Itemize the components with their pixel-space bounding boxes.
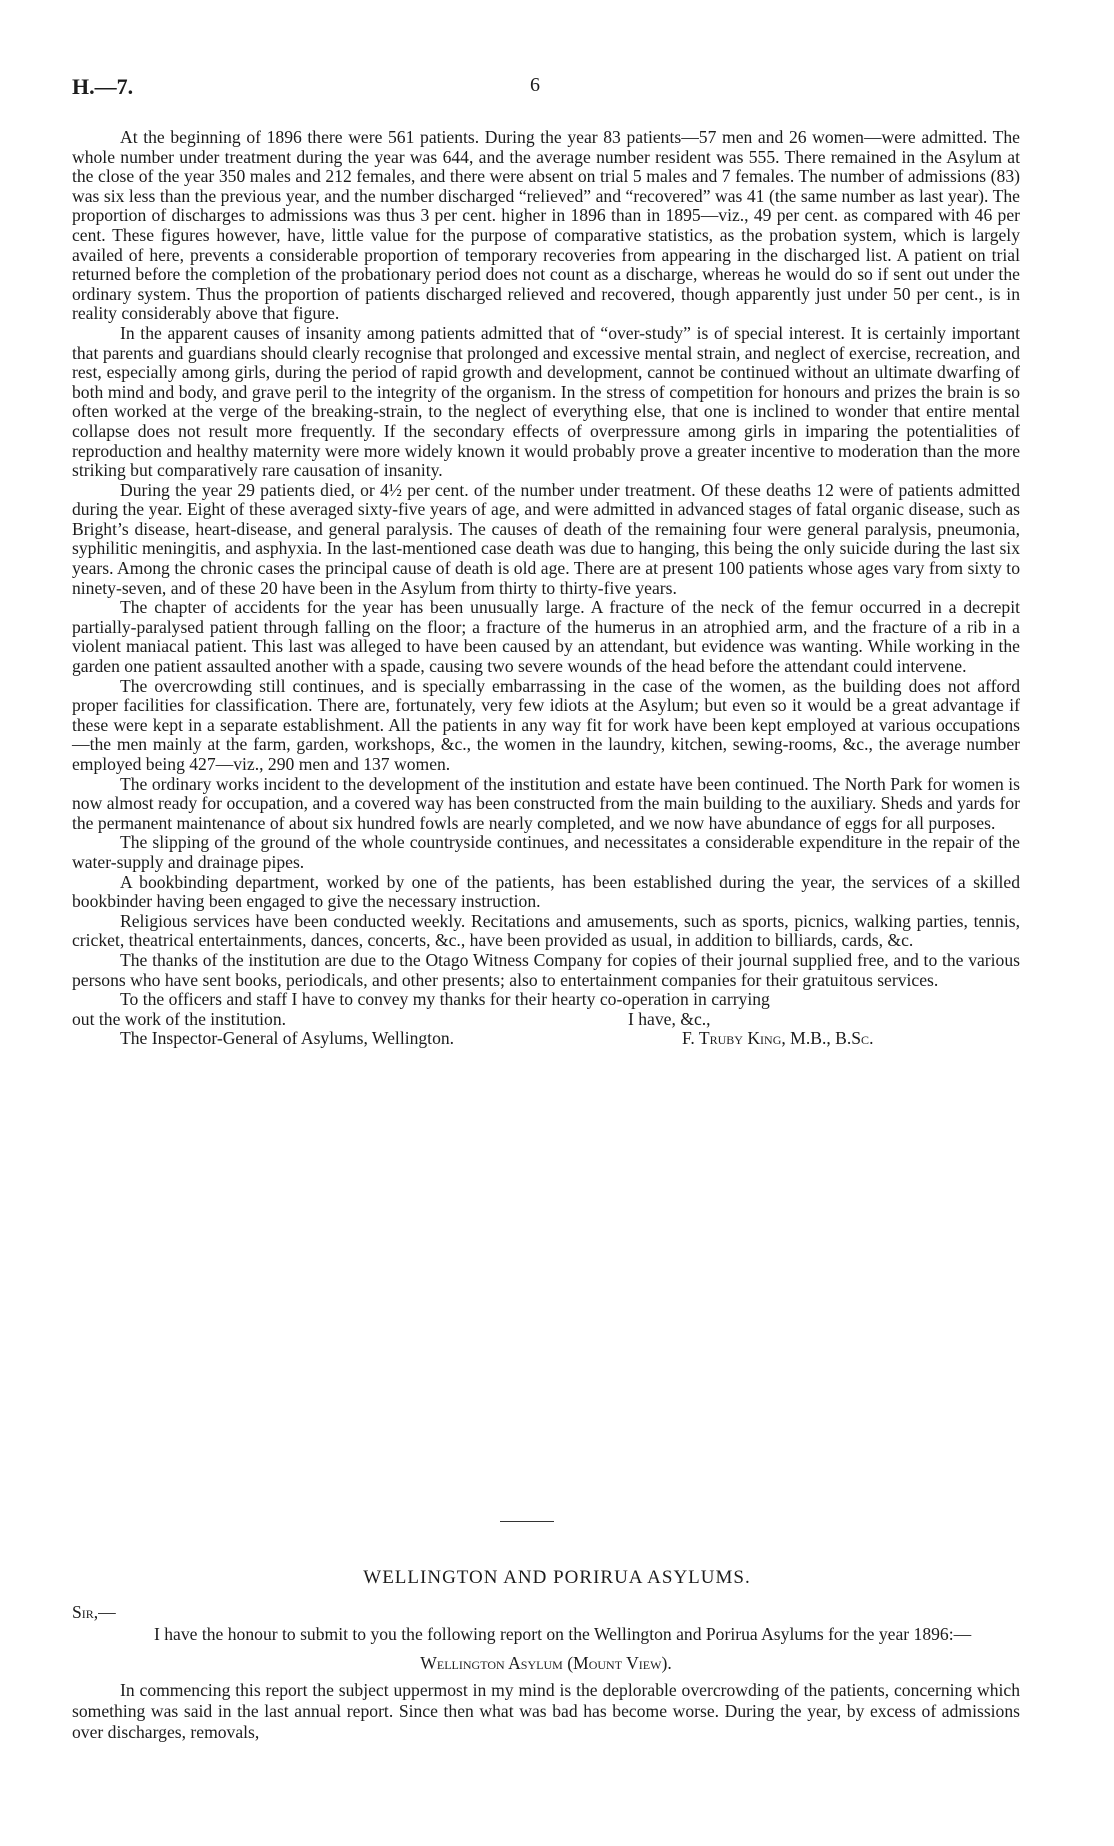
subheading: Wellington Asylum (Mount View). — [420, 1653, 672, 1673]
document-reference: H.—7. — [72, 74, 134, 99]
valediction: I have, &c., — [628, 1008, 711, 1029]
paragraph-mount-view: In commencing this report the subject uppermost in my mind is the deplorable overcrowding of the patients, concerning which something was said in the last annual report. Since then what was bad has become worse. During the year, by excess of admissions over discharges, removals, — [72, 1680, 1020, 1742]
salutation: Sir,— — [72, 1602, 116, 1622]
closing-line: To the officers and staff I have to convey my thanks for their hearty co-operation in carrying — [120, 989, 770, 1010]
section-body — [72, 1624, 1020, 1743]
signature: F. Truby King, M.B., B.Sc. — [682, 1028, 874, 1049]
signature-row — [72, 1029, 1020, 1049]
paragraph-overstudy: In the apparent causes of insanity among patients admitted that of “over-study” is of special interest. It is certainly important that parents and guardians should clearly recognise that prolonged and excessive mental strain, and neglect of exercise, recreation, and rest, especially among girls, during the period of rapid growth and development, cannot be continued without an ultimate dwarfing of both mind and body, and grave peril to the integrity of the organism. In the stress of competition for honours and prizes the brain is so often worked at the verge of the breaking-strain, to the neglect of everything else, that one is inclined to wonder that entire mental collapse does not result more frequently. If the secondary effects of overpressure among girls in imparing the potentialities of reproduction and healthy maternity were more widely known it would probably prove a greater incentive to moderation than the more striking but comparatively rare causation of insanity. — [72, 322, 1020, 481]
section-title: WELLINGTON AND PORIRUA ASYLUMS. — [363, 1567, 751, 1588]
page-number: 6 — [530, 74, 540, 96]
section-divider — [500, 1521, 554, 1522]
report-body — [72, 128, 1020, 1049]
paragraph-religious: Religious services have been conducted weekly. Recitations and amusements, such as sports, picnics, walking parties, tennis, cricket, theatrical entertainments, dances, concerts, &c., have been provided as usual, in addition to billiards, cards, &c. — [72, 910, 1020, 951]
paragraph-deaths: During the year 29 patients died, or 4½ per cent. of the number under treatment. Of these deaths 12 were of patients admitted during the year. Eight of these averaged sixty-five years of age, and were admitted in advanced stages of fatal organic disease, such as Bright’s disease, heart-disease, and general paralysis. The causes of death of the remaining four were general paralysis, pneumonia, syphilitic meningitis, and asphyxia. In the last-mentioned case death was due to hanging, this being the only suicide during the last six years. Among the chronic cases the principal cause of death is old age. There are at present 100 patients whose ages vary from sixty to ninety-seven, and of these 20 have been in the Asylum from thirty to thirty-five years. — [72, 479, 1020, 598]
intro-paragraph: I have the honour to submit to you the following report on the Wellington and Porirua Asylums for the year 1896:— — [154, 1624, 972, 1644]
paragraph-thanks: The thanks of the institution are due to the Otago Witness Company for copies of their journal supplied free, and to the various persons who have sent books, periodicals, and other presents; also to entertainment companies for their gratuitous services. — [72, 949, 1020, 990]
addressee: The Inspector-General of Asylums, Wellington. — [120, 1028, 455, 1049]
paragraph-patients: At the beginning of 1896 there were 561 patients. During the year 83 patients—57 men and 26 women—were admitted. The whole number under treatment during the year was 644, and the average number resident was 555. There remained in the Asylum at the close of the year 350 males and 212 females, and there were absent on trial 5 males and 7 females. The number of admissions (83) was six less than the previous year, and the number discharged “relieved” and “recovered” was 41 (the same number as last year). The proportion of discharges to admissions was thus 3 per cent. higher in 1896 than in 1895—viz., 49 per cent. as compared with 46 per cent. These figures however, have, little value for the purpose of comparative statistics, as the probation system, which is largely availed of here, prevents a considerable proportion of temporary recoveries from appearing in the discharged list. A patient on trial returned before the completion of the probationary period does not count as a discharge, whereas he would do so if sent out under the ordinary system. Thus the proportion of patients discharged relieved and recovered, though apparently just under 50 per cent., is in reality considerably above that figure. — [72, 127, 1020, 324]
paragraph-overcrowding: The overcrowding still continues, and is specially embarrassing in the case of the women, as the building does not afford proper facilities for classification. There are, fortunately, very few idiots at the Asylum; but even so it would be a great advantage if these were kept in a separate establishment. All the patients in any way fit for work have been kept employed at various occupations—the men mainly at the farm, garden, workshops, &c., the women in the laundry, kitchen, sewing-rooms, &c., the average number employed being 427—viz., 290 men and 137 women. — [72, 675, 1020, 774]
paragraph-works: The ordinary works incident to the development of the institution and estate have been continued. The North Park for women is now almost ready for occupation, and a covered way has been constructed from the main building to the auxiliary. Sheds and yards for the permanent maintenance of about six hundred fowls are nearly completed, and we now have abundance of eggs for all purposes. — [72, 773, 1020, 833]
paragraph-bookbinding: A bookbinding department, worked by one of the patients, has been established during the year, the services of a skilled bookbinder having been engaged to give the necessary instruction. — [72, 871, 1020, 912]
closing-line-end: out the work of the institution. — [72, 1008, 287, 1029]
closing-row — [72, 1010, 1020, 1030]
paragraph-accidents: The chapter of accidents for the year has been unusually large. A fracture of the neck of the femur occurred in a decrepit partially-paralysed patient through falling on the floor; a fracture of the humerus in an atrophied arm, and the fracture of a rib in a violent maniacal patient. This last was alleged to have been caused by an attendant, but evidence was wanting. While working in the garden one patient assaulted another with a spade, causing two severe wounds of the head before the attendant could intervene. — [72, 597, 1020, 677]
paragraph-slipping: The slipping of the ground of the whole countryside continues, and necessitates a considerable expenditure in the repair of the water-supply and drainage pipes. — [72, 832, 1020, 872]
